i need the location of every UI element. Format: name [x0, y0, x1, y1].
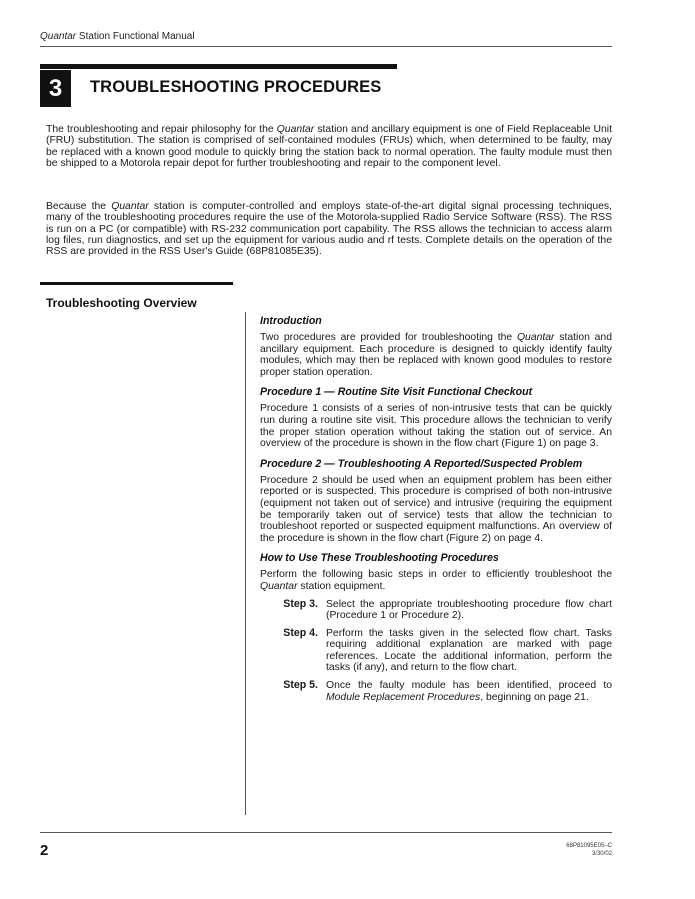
document-number: 68P81095E05–C: [566, 843, 612, 849]
how-to-heading: How to Use These Troubleshooting Procedures: [260, 552, 499, 565]
running-head-brand: Quantar: [40, 31, 77, 42]
intro-paragraph-2: [46, 201, 612, 257]
procedure2-text: Procedure 2 should be used when an equipment problem has been either reported or is suspected. This procedure is comprised of both non-intrusive (equipment not taken out of service) and intrusive (requiring the equipment be temporarily taken out of service) tests that allow the technician to troubleshoot reported or suspected equipment malfunctions. An overview of the procedure is shown in the flow chart (Figure 2) on page 4.: [260, 474, 612, 544]
document-date: 3/30/02: [591, 851, 612, 857]
overview-column: [260, 315, 612, 709]
introduction-text-a: Two procedures are provided for troubleshooting the: [260, 332, 517, 343]
chapter-title: TROUBLESHOOTING PROCEDURES: [90, 78, 382, 96]
document-id: [566, 842, 612, 858]
step-text: [326, 680, 612, 703]
chapter-number: 3: [40, 70, 71, 107]
intro-p2-text-a: Because the: [46, 201, 112, 212]
intro-p1-text-a: The troubleshooting and repair philosophy for the: [46, 124, 277, 135]
procedure1-heading: Procedure 1 — Routine Site Visit Functional Checkout: [260, 386, 533, 399]
how-to-text-b: station equipment.: [297, 580, 386, 592]
step-item: [260, 680, 612, 703]
intro-p1-brand: Quantar: [276, 124, 315, 135]
step-item: [260, 628, 612, 674]
step-label: Step 5.: [283, 679, 318, 692]
step-item: [260, 599, 612, 622]
introduction-heading: Introduction: [260, 315, 322, 327]
step-text: Perform the tasks given in the selected flow chart. Tasks requiring additional explanation are marked with page references. Locate the additional information, perform the tasks (if any), and return to the flow chart.: [326, 627, 612, 674]
how-to-text-a: Perform the following basic steps in order to efficiently troubleshoot the: [260, 569, 612, 581]
running-head: [40, 31, 195, 42]
introduction-text: [260, 332, 612, 378]
header-rule: [40, 46, 612, 47]
step-list: [260, 599, 612, 704]
section-bar: [40, 282, 233, 285]
intro-p2-brand: Quantar: [111, 201, 149, 212]
step-text-b: , beginning on page 21.: [480, 691, 589, 703]
column-rule: [245, 312, 246, 815]
section-title: Troubleshooting Overview: [46, 296, 197, 310]
page-number: 2: [40, 842, 49, 859]
step-text: Select the appropriate troubleshooting procedure flow chart (Procedure 1 or Procedure 2).: [326, 598, 612, 622]
step-text-a: Once the faulty module has been identified, proceed to: [326, 680, 612, 692]
procedure2-heading: Procedure 2 — Troubleshooting A Reported/Suspected Problem: [260, 457, 583, 470]
step-label: Step 4.: [283, 626, 318, 639]
intro-p2-text-b: station is computer-controlled and employs state-of-the-art digital signal processing techniques, many of the troubleshooting procedures require the use of the Motorola-supplied Radio Service Software (RSS). The RSS is run on a PC (or compatible) with RS-232 communication port capability. The RSS allows the technician to access alarm log files, run diagnostics, and set up the equipment for various audio and rf tests. Complete details on the operation of the RSS are provided in the RSS User's Guide (68P81085E35).: [46, 201, 612, 258]
how-to-text: [260, 569, 612, 592]
module-replacement-reference: Module Replacement Procedures: [326, 691, 481, 703]
footer-rule: [40, 832, 612, 833]
chapter-bar: [40, 64, 397, 69]
intro-paragraph-1: [46, 124, 612, 169]
intro-p1-text-b: station and ancillary equipment is one of Field Replaceable Unit (FRU) substitution. The station is comprised of self-contained modules (FRUs) which, when determined to be faulty, may be replaced with a known good module to quickly bring the station back to normal operation. The faulty module must then be shipped to a Motorola repair depot for further troubleshooting and repair to the component level.: [46, 124, 612, 169]
procedure1-text: Procedure 1 consists of a series of non-intrusive tests that can be quickly run during a routine site visit. This procedure allows the technician to verify the proper station operation without taking the station out of service. An overview of the procedure is shown in the flow chart (Figure 1) on page 3.: [260, 403, 612, 450]
how-to-brand: Quantar: [260, 580, 298, 592]
running-head-title: Station Functional Manual: [76, 31, 195, 42]
introduction-brand: Quantar: [516, 332, 555, 343]
introduction-text-b: station and ancillary equipment. Each procedure is designed to quickly identify faulty modules, which may then be replaced with known good modules to restore proper station operation.: [260, 332, 612, 378]
step-label: Step 3.: [283, 597, 318, 610]
